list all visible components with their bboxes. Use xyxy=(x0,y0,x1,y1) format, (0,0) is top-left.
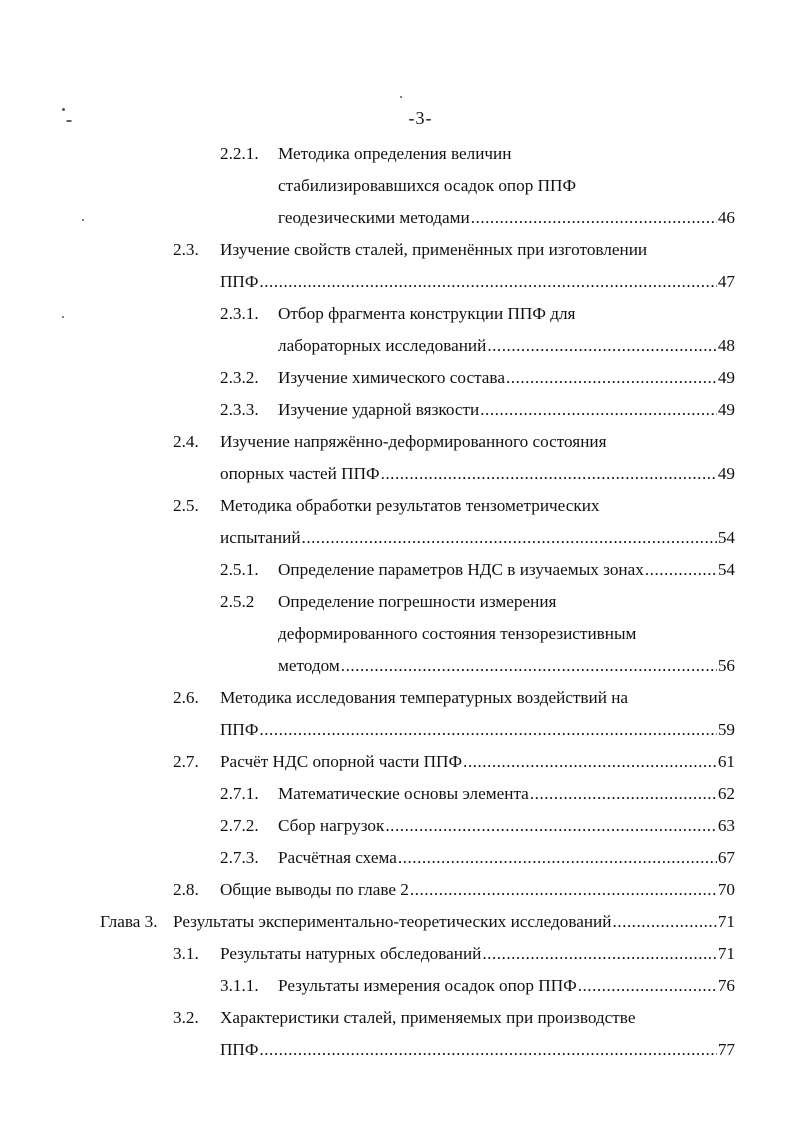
leader-dots xyxy=(480,398,717,422)
toc-entry-2-7 xyxy=(173,750,735,774)
toc-title-line: ППФ xyxy=(220,720,259,739)
toc-title-line: Методика обработки результатов тензометрических xyxy=(220,496,600,515)
toc-title-line: Сбор нагрузок xyxy=(278,816,385,835)
toc-page-number: 49 xyxy=(717,400,735,419)
toc-title-line: методом xyxy=(278,656,340,675)
leader-dots xyxy=(381,462,717,486)
toc-number: 2.8. xyxy=(173,880,199,899)
toc-number: 2.3. xyxy=(173,240,199,259)
toc-page-number: 46 xyxy=(717,208,735,227)
toc-entry-continuation xyxy=(220,718,735,742)
toc-number: 2.7.3. xyxy=(220,848,259,867)
toc-number: Глава 3. xyxy=(100,912,158,931)
toc-entry-2-3-2 xyxy=(220,366,735,390)
toc-page-number: 47 xyxy=(717,272,735,291)
toc-title-line: Методика исследования температурных воздействий на xyxy=(220,688,629,707)
toc-number: 2.3.1. xyxy=(220,304,259,323)
toc-number: 3.2. xyxy=(173,1008,199,1027)
toc-entry-3-1 xyxy=(173,942,735,966)
toc-number: 3.1. xyxy=(173,944,199,963)
toc-title-line: Изучение свойств сталей, применённых при изготовлении xyxy=(220,240,648,259)
toc-entry-2-5-1 xyxy=(220,558,735,582)
toc-entry-continuation xyxy=(220,462,735,486)
toc-title-line: стабилизировавшихся осадок опор ППФ xyxy=(278,176,577,195)
leader-dots xyxy=(612,910,716,934)
scan-speck xyxy=(62,316,64,318)
toc-title-line: Определение погрешности измерения xyxy=(278,592,557,611)
toc-page-number: 54 xyxy=(717,560,735,579)
toc-title-line: ППФ xyxy=(220,272,259,291)
toc-page-number: 61 xyxy=(717,752,735,771)
toc-title-line: ППФ xyxy=(220,1040,259,1059)
toc-title-line: лабораторных исследований xyxy=(278,336,487,355)
toc-title-line: Общие выводы по главе 2 xyxy=(220,880,409,899)
leader-dots xyxy=(341,654,717,678)
scan-speck xyxy=(82,219,84,221)
toc-entry-2-3-3 xyxy=(220,398,735,422)
toc-title-line: испытаний xyxy=(220,528,301,547)
toc-entry-continuation xyxy=(220,526,735,550)
toc-title-line: Расчёт НДС опорной части ППФ xyxy=(220,752,463,771)
toc-entry-2-2-1 xyxy=(220,142,735,166)
leader-dots xyxy=(410,878,717,902)
leader-dots xyxy=(259,1038,716,1062)
toc-number: 2.5. xyxy=(173,496,199,515)
toc-number: 2.7. xyxy=(173,752,199,771)
leader-dots xyxy=(530,782,717,806)
toc-title-line: Отбор фрагмента конструкции ППФ для xyxy=(278,304,576,323)
toc-title-line: деформированного состояния тензорезистивным xyxy=(278,624,637,643)
leader-dots xyxy=(259,270,716,294)
toc-page-number: 77 xyxy=(717,1040,735,1059)
toc-number: 2.4. xyxy=(173,432,199,451)
toc-entry-3-2 xyxy=(173,1006,735,1030)
leader-dots xyxy=(645,558,717,582)
leader-dots xyxy=(302,526,717,550)
toc-entry-2-5 xyxy=(173,494,735,518)
toc-entry-continuation xyxy=(278,334,735,358)
toc-entry-continuation xyxy=(278,174,735,198)
toc-number: 2.6. xyxy=(173,688,199,707)
toc-page-number: 67 xyxy=(717,848,735,867)
toc-entry-2-3-1 xyxy=(220,302,735,326)
page-number: -3- xyxy=(408,108,433,128)
toc-title-line: Характеристики сталей, применяемых при производстве xyxy=(220,1008,636,1027)
toc-title-line: Математические основы элемента xyxy=(278,784,529,803)
toc-number: 2.3.3. xyxy=(220,400,259,419)
leader-dots xyxy=(487,334,716,358)
toc-entry-chapter-3 xyxy=(100,910,735,934)
toc-entry-2-4 xyxy=(173,430,735,454)
toc-entry-2-7-2 xyxy=(220,814,735,838)
toc-title-line: Изучение напряжённо-деформированного состояния xyxy=(220,432,607,451)
toc-title-line: Расчётная схема xyxy=(278,848,397,867)
leader-dots xyxy=(259,718,716,742)
toc-title-line: Методика определения величин xyxy=(278,144,512,163)
toc-title-line: Результаты натурных обследований xyxy=(220,944,482,963)
toc-title-line: Результаты экспериментально-теоретических исследований xyxy=(173,912,612,931)
leader-dots xyxy=(482,942,716,966)
toc-title-line: геодезическими методами xyxy=(278,208,470,227)
toc-page-number: 76 xyxy=(717,976,735,995)
toc-entry-2-7-3 xyxy=(220,846,735,870)
toc-entry-2-6 xyxy=(173,686,735,710)
toc-page-number: 62 xyxy=(717,784,735,803)
toc-entry-2-3 xyxy=(173,238,735,262)
leader-dots xyxy=(463,750,717,774)
leader-dots xyxy=(578,974,717,998)
toc-page-number: 70 xyxy=(717,880,735,899)
toc-page-number: 48 xyxy=(717,336,735,355)
toc-number: 2.7.2. xyxy=(220,816,259,835)
toc-number: 2.2.1. xyxy=(220,144,259,163)
toc-page-number: 56 xyxy=(717,656,735,675)
toc-entry-continuation xyxy=(278,654,735,678)
toc-number: 2.5.1. xyxy=(220,560,259,579)
toc-number: 3.1.1. xyxy=(220,976,259,995)
toc-title-line: Результаты измерения осадок опор ППФ xyxy=(278,976,577,995)
scan-speck xyxy=(400,96,402,98)
toc-entry-continuation xyxy=(278,622,735,646)
toc-page-number: 71 xyxy=(717,912,735,931)
toc-entry-3-1-1 xyxy=(220,974,735,998)
leader-dots xyxy=(385,814,716,838)
toc-entry-continuation xyxy=(220,1038,735,1062)
toc-entry-continuation xyxy=(220,270,735,294)
toc-entry-2-7-1 xyxy=(220,782,735,806)
toc-title-line: Изучение химического состава xyxy=(278,368,505,387)
toc-page-number: 54 xyxy=(717,528,735,547)
toc-title-line: Определение параметров НДС в изучаемых зонах xyxy=(278,560,644,579)
toc-page-number: 71 xyxy=(717,944,735,963)
toc-page-number: 63 xyxy=(717,816,735,835)
toc-entry-2-5-2 xyxy=(220,590,735,614)
toc-page-number: 49 xyxy=(717,464,735,483)
toc-entry-2-8 xyxy=(173,878,735,902)
toc-page-number: 59 xyxy=(717,720,735,739)
toc-number: 2.7.1. xyxy=(220,784,259,803)
leader-dots xyxy=(471,206,717,230)
toc-number: 2.3.2. xyxy=(220,368,259,387)
toc-entry-continuation xyxy=(278,206,735,230)
toc-title-line: опорных частей ППФ xyxy=(220,464,380,483)
toc-number: 2.5.2 xyxy=(220,592,255,611)
toc-page-number: 49 xyxy=(717,368,735,387)
leader-dots xyxy=(506,366,717,390)
leader-dots xyxy=(398,846,717,870)
toc-title-line: Изучение ударной вязкости xyxy=(278,400,480,419)
